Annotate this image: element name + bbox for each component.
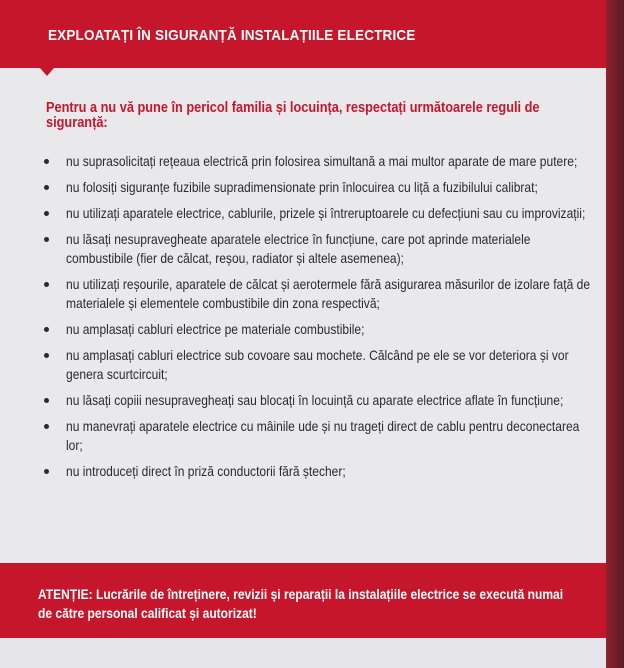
list-item bbox=[42, 204, 602, 223]
rules-list bbox=[42, 152, 602, 488]
bullet-icon bbox=[44, 185, 49, 190]
list-item bbox=[42, 320, 602, 339]
intro-text: Pentru a nu vă pune în pericol familia și locuința, respectați următoarele reguli de siguranță: bbox=[46, 100, 540, 131]
rule-text: nu folosiți siguranțe fuzibile supradimensionate prin înlocuirea cu liță a fuzibilului calibrat; bbox=[66, 179, 538, 195]
bullet-icon bbox=[44, 211, 49, 216]
rule-text: nu manevrați aparatele electrice cu mâinile ude și nu trageți direct de cablu pentru deconectarea lor; bbox=[66, 418, 580, 453]
bullet-icon bbox=[44, 282, 49, 287]
warning-text bbox=[38, 585, 571, 623]
bullet-icon bbox=[44, 424, 49, 429]
list-item bbox=[42, 275, 602, 313]
list-item bbox=[42, 462, 602, 481]
list-item bbox=[42, 391, 602, 410]
bullet-icon bbox=[44, 353, 49, 358]
bullet-icon bbox=[44, 159, 49, 164]
rule-text: nu introduceți direct în priză conductorii fără ștecher; bbox=[66, 463, 346, 479]
header-banner bbox=[0, 0, 606, 68]
rule-text: nu amplasați cabluri electrice sub covoare sau mochete. Călcând pe ele se vor deteriora și vor genera scurtcircuit; bbox=[66, 347, 569, 382]
list-item bbox=[42, 417, 602, 455]
header-notch bbox=[40, 68, 54, 76]
bottom-strip bbox=[0, 638, 606, 668]
bullet-icon bbox=[44, 398, 49, 403]
rule-text: nu utilizați reșourile, aparatele de călcat și aerotermele fără asigurarea măsurilor de izolare față de materialele și elementele combustibile din zona respectivă; bbox=[66, 276, 591, 311]
rule-text: nu lăsați nesupravegheate aparatele electrice în funcțiune, care pot aprinde materialele combustibile (fier de călcat, reșou, radiator și altele asemenea); bbox=[66, 231, 531, 266]
list-item bbox=[42, 230, 602, 268]
list-item bbox=[42, 346, 602, 384]
warning-label: ATENȚIE: bbox=[38, 586, 93, 602]
list-item bbox=[42, 178, 602, 197]
page-title: EXPLOATAȚI ÎN SIGURANȚĂ INSTALAȚIILE ELECTRICE bbox=[48, 27, 416, 44]
background-frame bbox=[606, 0, 624, 668]
bullet-icon bbox=[44, 327, 49, 332]
rule-text: nu amplasați cabluri electrice pe materiale combustibile; bbox=[66, 321, 365, 337]
rule-text: nu lăsați copiii nesupravegheați sau blocați în locuință cu aparate electrice aflate în funcțiune; bbox=[66, 392, 564, 408]
list-item bbox=[42, 152, 602, 171]
bullet-icon bbox=[44, 469, 49, 474]
warning-message: Lucrările de întreținere, revizii și reparații la instalațiile electrice se execută numai de către personal calificat și autorizat! bbox=[38, 586, 564, 621]
warning-banner bbox=[0, 563, 606, 638]
rule-text: nu utilizați aparatele electrice, cablurile, prizele și întreruptoarele cu defecțiuni sau cu improvizații; bbox=[66, 205, 586, 221]
rule-text: nu suprasolicitați rețeaua electrică prin folosirea simultană a mai multor aparate de mare putere; bbox=[66, 153, 578, 169]
bullet-icon bbox=[44, 237, 49, 242]
